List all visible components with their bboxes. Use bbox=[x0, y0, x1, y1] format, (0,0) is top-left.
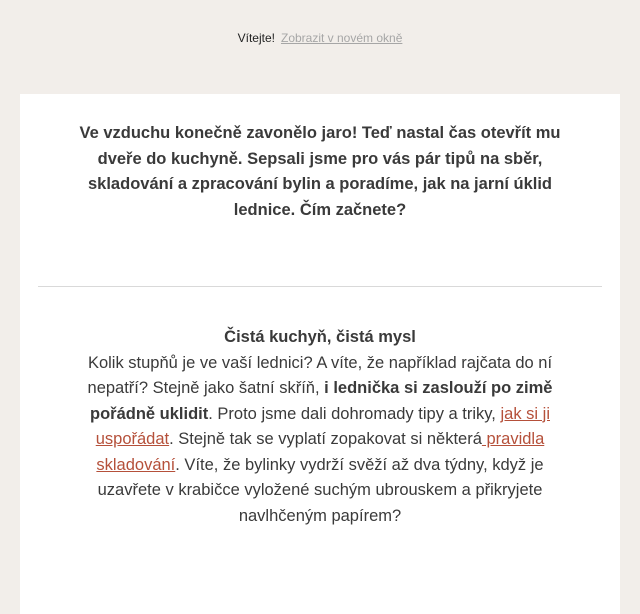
section-clean-kitchen bbox=[70, 325, 570, 529]
body-text-2: . Proto jsme dali dohromady tipy a triky, bbox=[208, 404, 501, 423]
intro-text: Ve vzduchu konečně zavonělo jaro! Teď nastal čas otevřít mu dveře do kuchyně. Sepsali jsme pro vás pár tipů na sběr, skladování a zpracování bylin a poradíme, jak na jarní úklid lednice. Čím začnete? bbox=[79, 124, 561, 219]
section-body bbox=[70, 351, 570, 530]
preheader bbox=[0, 0, 640, 76]
body-text-4: . Víte, že bylinky vydrží svěží až dva týdny, když je uzavřete v krabičce vyložené suchým ubrouskem a přikryjete navlhčeným papírem? bbox=[97, 455, 544, 525]
body-text-1: Kolik stupňů je ve vaší lednici? A víte, že například rajčata do ní nepatří? Stejně jako šatní skříň, bbox=[87, 353, 553, 397]
body-text-3: . Stejně tak se vyplatí zopakovat si některá bbox=[169, 430, 482, 448]
organize-fridge-link[interactable]: jak si ji uspořádat bbox=[95, 404, 550, 448]
view-in-browser-link[interactable]: Zobrazit v novém okně bbox=[280, 31, 403, 45]
section-heading: Čistá kuchyň, čistá mysl bbox=[224, 328, 416, 346]
email-card bbox=[20, 94, 620, 614]
welcome-text: Vítejte! bbox=[237, 31, 275, 45]
body-bold-1: i lednička si zaslouží po zimě pořádně uklidit bbox=[89, 379, 553, 423]
divider bbox=[38, 286, 602, 287]
storage-rules-link[interactable]: pravidla skladování bbox=[96, 430, 545, 474]
